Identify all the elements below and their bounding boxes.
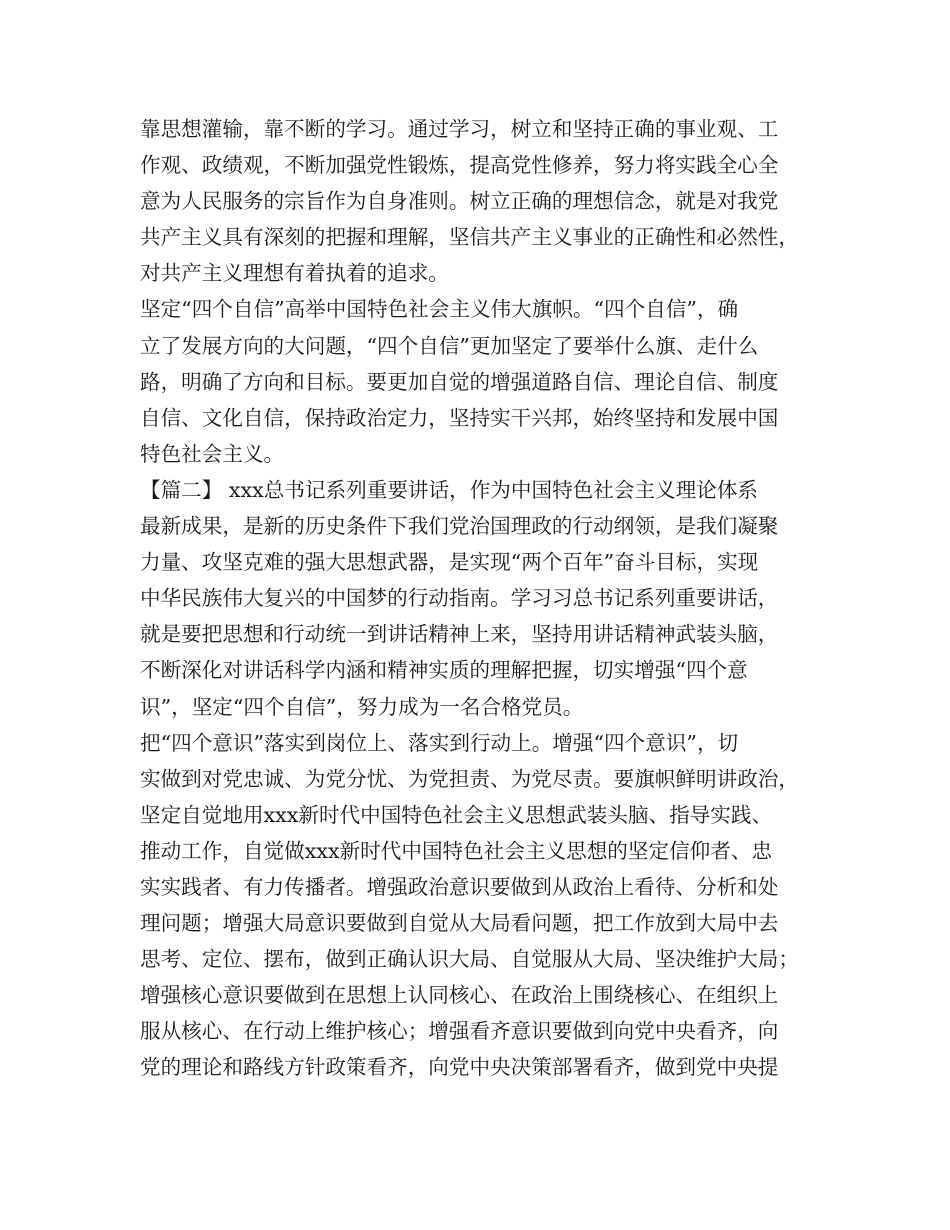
text-line: 推动工作，自觉做xxx新时代中国特色社会主义思想的坚定信仰者、忠 <box>140 838 773 863</box>
text-line: 【篇二】 xxx总书记系列重要讲话，作为中国特色社会主义理论体系 <box>140 477 759 502</box>
text-line: 就是要把思想和行动统一到讲话精神上来，坚持用讲话精神武装头脑， <box>140 622 779 647</box>
text-line: 不断深化对讲话科学内涵和精神实质的理解把握，切实增强“四个意 <box>140 658 748 683</box>
text-line: 中华民族伟大复兴的中国梦的行动指南。学习习总书记系列重要讲话， <box>140 586 779 611</box>
text-line: 自信、文化自信，保持政治定力，坚持实干兴邦，始终坚持和发展中国 <box>140 405 779 430</box>
text-line: 立了发展方向的大问题，“四个自信”更加坚定了要举什么旗、走什么 <box>140 333 759 358</box>
text-line: 理问题；增强大局意识要做到自觉从大局看问题，把工作放到大局中去 <box>140 911 779 936</box>
text-line: 作观、政绩观，不断加强党性锻炼，提高党性修养，努力将实践全心全 <box>140 153 779 178</box>
text-line: 增强核心意识要做到在思想上认同核心、在政治上围绕核心、在组织上 <box>140 983 779 1008</box>
text-line: 靠思想灌输，靠不断的学习。通过学习，树立和坚持正确的事业观、工 <box>140 117 779 141</box>
text-line: 识”，坚定“四个自信”，努力成为一名合格党员。 <box>140 694 584 719</box>
text-line: 最新成果，是新的历史条件下我们党治国理政的行动纲领，是我们凝聚 <box>140 514 779 539</box>
text-line: 特色社会主义。 <box>140 441 285 466</box>
text-line: 党的理论和路线方针政策看齐，向党中央决策部署看齐，做到党中央提 <box>140 1055 779 1080</box>
text-line: 实实践者、有力传播者。增强政治意识要做到从政治上看待、分析和处 <box>140 874 779 899</box>
text-line: 力量、攻坚克难的强大思想武器，是实现“两个百年”奋斗目标，实现 <box>140 550 759 575</box>
text-line: 思考、定位、摆布，做到正确认识大局、自觉服从大局、坚决维护大局； <box>140 947 799 972</box>
text-line: 坚定自觉地用xxx新时代中国特色社会主义思想武装头脑、指导实践、 <box>140 802 773 827</box>
document-body <box>140 111 830 1086</box>
text-line: 服从核心、在行动上维护核心；增强看齐意识要做到向党中央看齐，向 <box>140 1019 779 1044</box>
text-line: 实做到对党忠诚、为党分忧、为党担责、为党尽责。要旗帜鲜明讲政治， <box>140 766 799 791</box>
text-line: 共产主义具有深刻的把握和理解，坚信共产主义事业的正确性和必然性， <box>140 225 799 250</box>
text-line: 意为人民服务的宗旨作为自身准则。树立正确的理想信念，就是对我党 <box>140 189 779 214</box>
text-line: 坚定“四个自信”高举中国特色社会主义伟大旗帜。“四个自信”，确 <box>140 297 739 322</box>
text-line: 对共产主义理想有着执着的追求。 <box>140 261 449 286</box>
text-line: 把“四个意识”落实到岗位上、落实到行动上。增强“四个意识”，切 <box>140 730 739 755</box>
text-line: 路，明确了方向和目标。要更加自觉的增强道路自信、理论自信、制度 <box>140 369 779 394</box>
